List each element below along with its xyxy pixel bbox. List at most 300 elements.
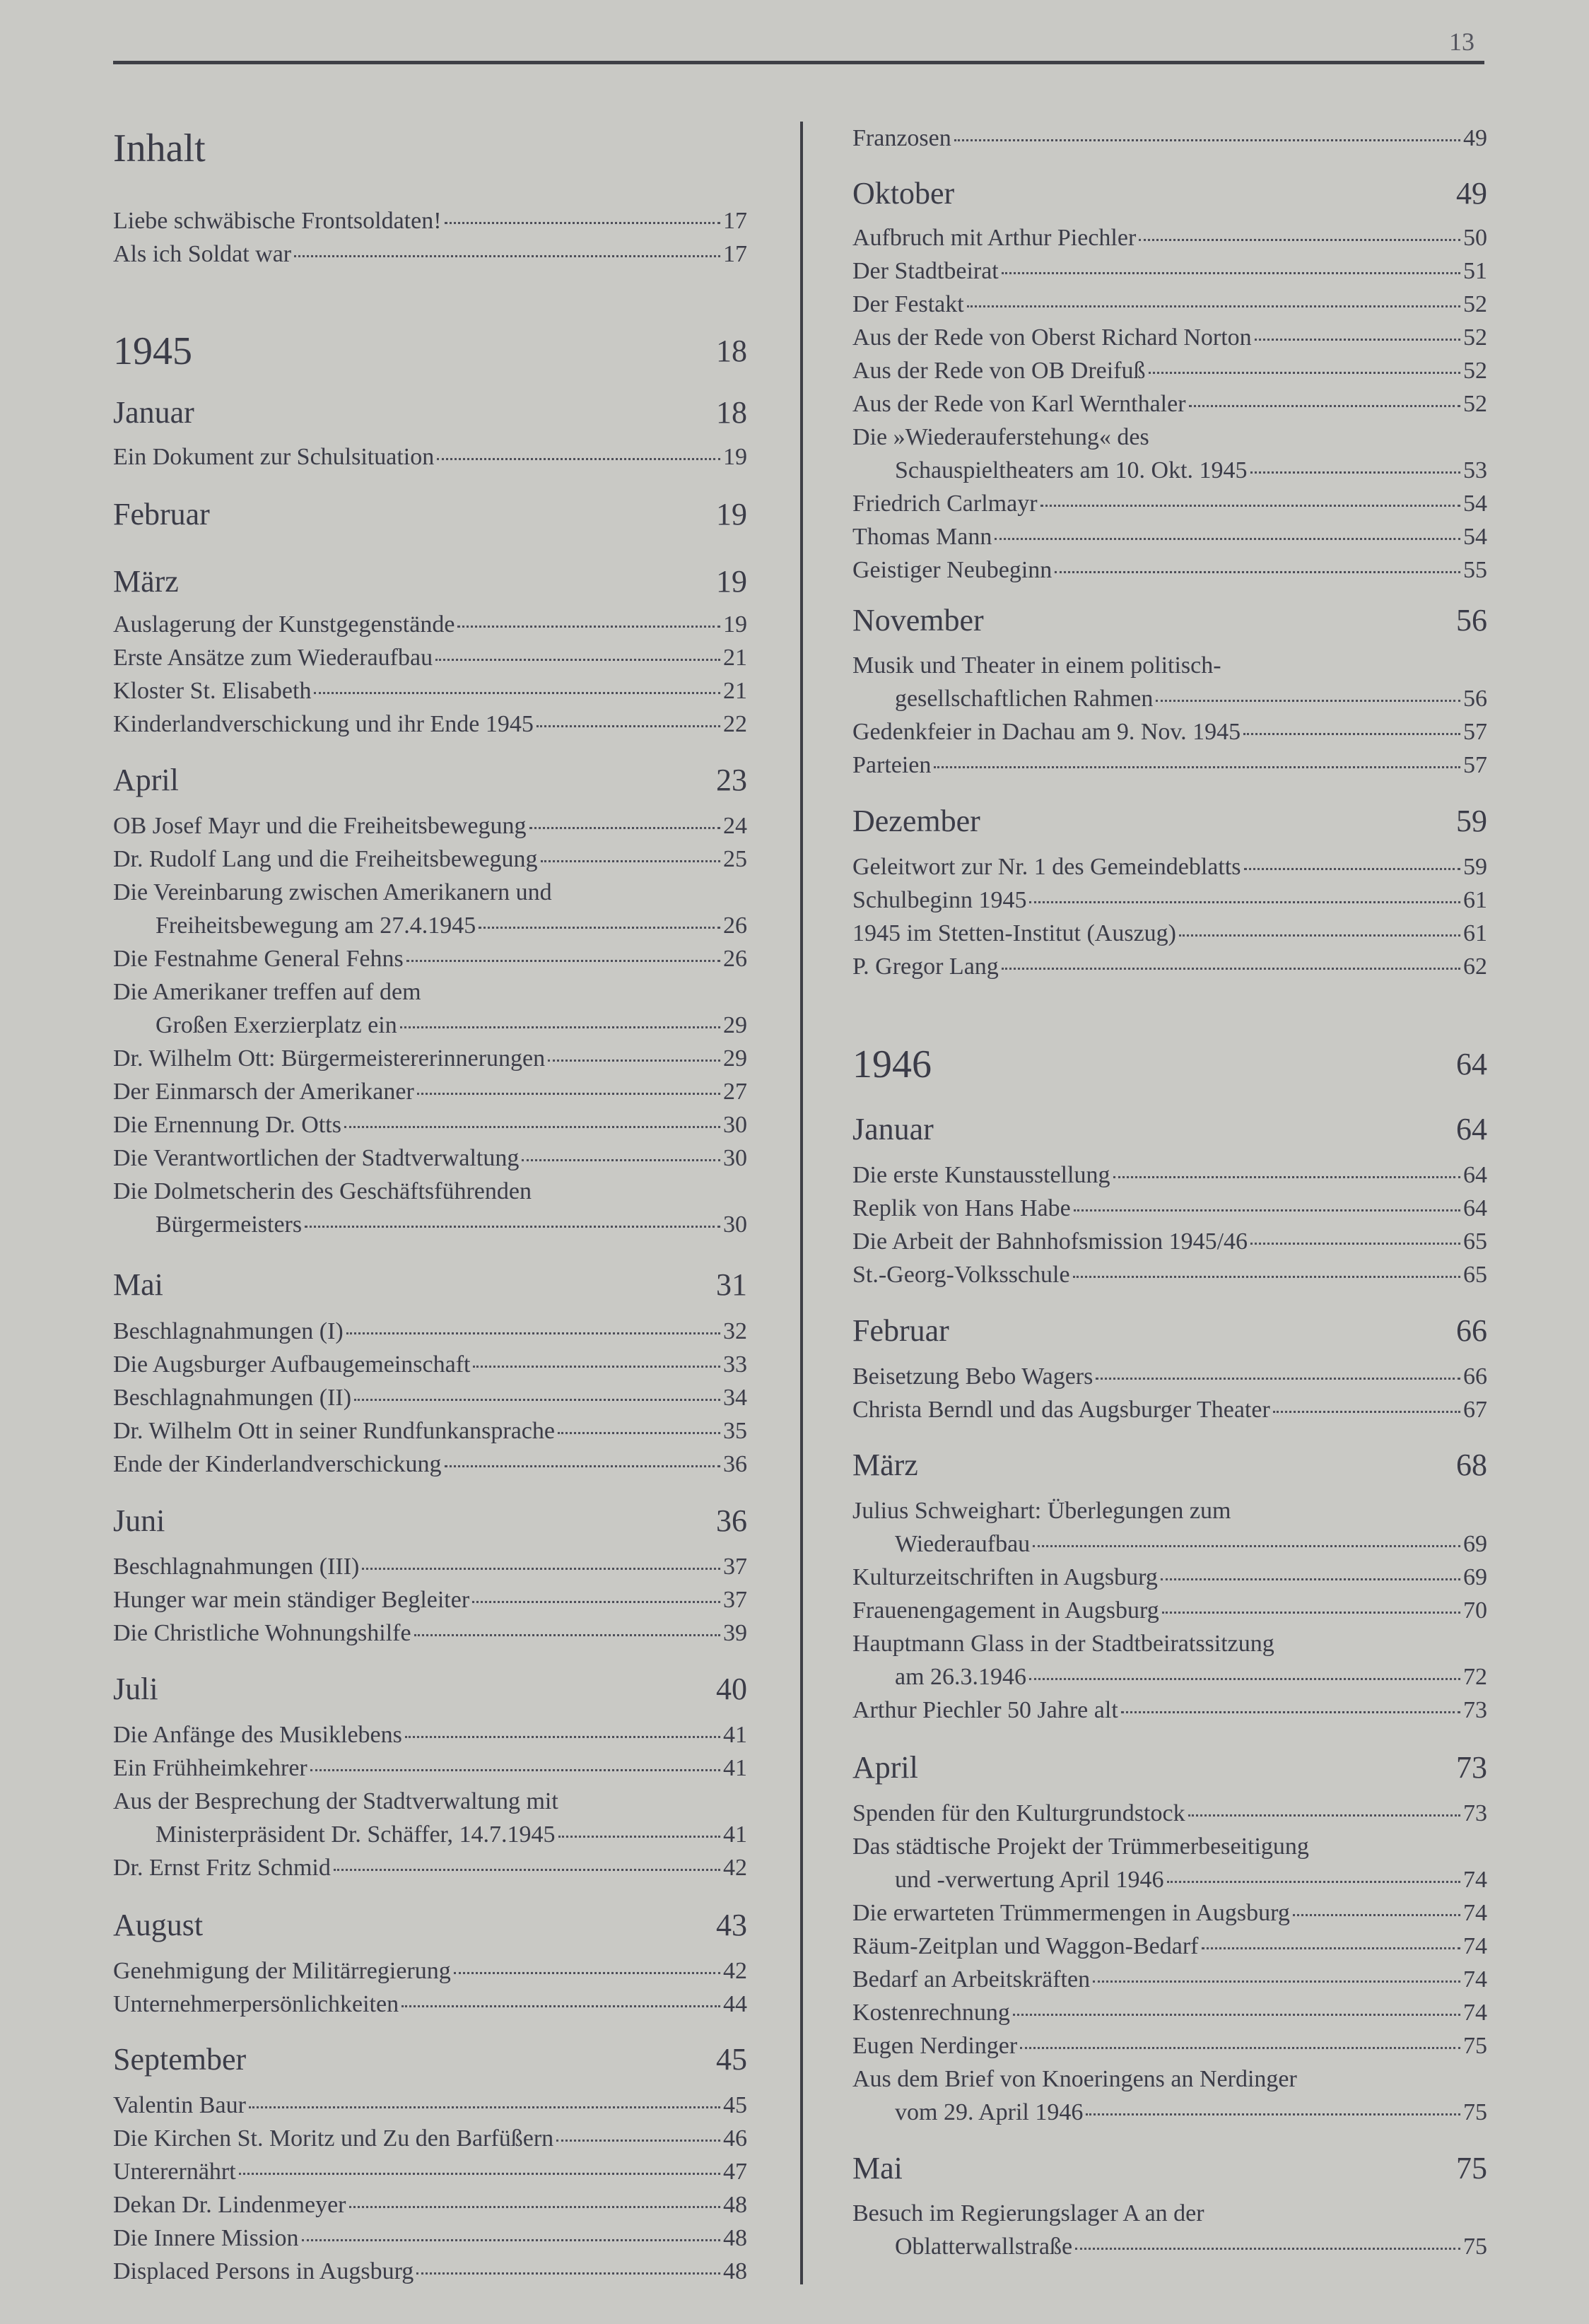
dot-leader: [1293, 1914, 1460, 1916]
contents-heading: Inhalt: [113, 127, 206, 170]
toc-entry-page: 48: [723, 2258, 747, 2284]
toc-entry[interactable]: [852, 221, 1487, 254]
dot-leader: [1161, 1578, 1460, 1580]
toc-entry-title: Unternehmerpersönlichkeiten: [113, 1991, 399, 2017]
month-heading: [852, 802, 1487, 841]
dot-leader: [401, 2005, 720, 2007]
toc-entry[interactable]: [113, 2188, 747, 2222]
toc-entry[interactable]: [113, 2155, 747, 2188]
dot-leader: [1156, 700, 1460, 702]
toc-entry[interactable]: [852, 749, 1487, 782]
dot-leader: [1149, 372, 1460, 374]
toc-entry-page: 57: [1463, 752, 1487, 778]
toc-entry-page: 41: [723, 1821, 747, 1848]
toc-entry[interactable]: [852, 2096, 1487, 2129]
toc-entry[interactable]: [852, 1694, 1487, 1727]
toc-entry[interactable]: [852, 354, 1487, 387]
toc-entry-page: 32: [723, 1318, 747, 1344]
toc-entry-title: Auslagerung der Kunstgegenstände: [113, 611, 455, 638]
month-label: April: [113, 763, 179, 797]
toc-entry-title: Die Verantwortlichen der Stadtverwaltung: [113, 1145, 520, 1171]
toc-entry-title: Dekan Dr. Lindenmeyer: [113, 2192, 346, 2218]
toc-entry-title: Beschlagnahmungen (III): [113, 1554, 360, 1580]
dot-leader: [406, 960, 720, 962]
month-heading: [113, 393, 747, 433]
toc-entry[interactable]: [852, 321, 1487, 354]
toc-entry[interactable]: [852, 950, 1487, 983]
toc-entry[interactable]: [852, 288, 1487, 321]
toc-entry-title: Aus der Rede von Oberst Richard Norton: [852, 324, 1252, 351]
toc-entry[interactable]: [113, 440, 747, 474]
toc-entry[interactable]: [852, 520, 1487, 553]
toc-entry-page: 52: [1463, 391, 1487, 417]
toc-entry[interactable]: [113, 1818, 747, 1851]
toc-entry-title: Die Anfänge des Musiklebens: [113, 1722, 402, 1748]
toc-entry-title: Schulbeginn 1945: [852, 887, 1027, 913]
toc-entry[interactable]: [113, 608, 747, 641]
toc-entry-page: 30: [723, 1112, 747, 1138]
toc-entry[interactable]: [852, 387, 1487, 421]
toc-entry-title: Spenden für den Kulturgrundstock: [852, 1800, 1185, 1826]
month-heading: [113, 761, 747, 800]
toc-entry-page: 17: [723, 208, 747, 234]
toc-entry-title: Valentin Baur: [113, 2092, 246, 2118]
month-page: 73: [1456, 1750, 1487, 1785]
toc-entry[interactable]: [113, 641, 747, 674]
month-heading: [113, 562, 747, 601]
toc-entry-title: Die »Wiederauferstehung« des: [852, 424, 1149, 450]
toc-entry[interactable]: [852, 1996, 1487, 2029]
month-heading: [852, 601, 1487, 640]
toc-entry[interactable]: [113, 1616, 747, 1650]
toc-entry-page: 65: [1463, 1228, 1487, 1255]
toc-entry[interactable]: [113, 1851, 747, 1884]
toc-entry-page: 30: [723, 1211, 747, 1238]
month-heading: [113, 1906, 747, 1945]
month-page: 23: [716, 763, 747, 797]
toc-entry-continuation: gesellschaftlichen Rahmen: [895, 686, 1154, 712]
dot-leader: [305, 1226, 720, 1228]
dot-leader: [1075, 2248, 1460, 2250]
toc-entry[interactable]: [113, 942, 747, 975]
toc-entry-page: 52: [1463, 291, 1487, 317]
dot-leader: [354, 1399, 720, 1401]
month-page: 68: [1456, 1448, 1487, 1482]
toc-entry[interactable]: [113, 1988, 747, 2021]
dot-leader: [454, 1972, 720, 1974]
toc-entry-title: Genehmigung der Militärregierung: [113, 1958, 451, 1984]
toc-entry[interactable]: [113, 708, 747, 741]
toc-entry-page: 26: [723, 912, 747, 939]
toc-entry[interactable]: [113, 2122, 747, 2155]
toc-entry-title: Dr. Wilhelm Ott in seiner Rundfunkansprache: [113, 1418, 555, 1444]
month-label: Juli: [113, 1672, 158, 1706]
month-heading: [113, 1669, 747, 1709]
toc-entry-continuation: Bürgermeisters: [156, 1211, 303, 1238]
toc-entry[interactable]: [113, 1583, 747, 1616]
toc-entry[interactable]: [113, 1009, 747, 1042]
toc-entry-title: Die Augsburger Aufbaugemeinschaft: [113, 1351, 471, 1378]
toc-entry[interactable]: [852, 1797, 1487, 1830]
month-label: Oktober: [852, 176, 955, 211]
toc-entry-title: Arthur Piechler 50 Jahre alt: [852, 1697, 1118, 1723]
month-label: Juni: [113, 1503, 165, 1538]
toc-entry[interactable]: [113, 2089, 747, 2122]
toc-entry[interactable]: [852, 1258, 1487, 1291]
toc-entry-title: Als ich Soldat war: [113, 241, 292, 267]
toc-entry-title: Geistiger Neubeginn: [852, 557, 1053, 583]
toc-entry-page: 64: [1463, 1195, 1487, 1221]
dot-leader: [1188, 1814, 1460, 1817]
toc-entry[interactable]: [113, 1751, 747, 1785]
toc-entry[interactable]: [113, 237, 747, 271]
dot-leader: [558, 1836, 720, 1838]
toc-entry[interactable]: [852, 1863, 1487, 1896]
dot-leader: [1020, 2047, 1460, 2049]
toc-entry-title: Unterernährt: [113, 2159, 236, 2185]
toc-entry-title: Gedenkfeier in Dachau am 9. Nov. 1945: [852, 719, 1241, 745]
page-number: 13: [1449, 28, 1474, 56]
toc-entry[interactable]: [113, 1108, 747, 1142]
toc-entry[interactable]: [852, 1360, 1487, 1393]
toc-entry[interactable]: [113, 1550, 747, 1583]
toc-entry-title: Friedrich Carlmayr: [852, 491, 1038, 517]
dot-leader: [1073, 1276, 1460, 1278]
dot-leader: [1255, 339, 1460, 341]
dot-leader: [548, 1060, 720, 1062]
toc-entry-title: St.-Georg-Volksschule: [852, 1262, 1070, 1288]
dot-leader: [1040, 505, 1460, 507]
toc-entry-continuation: Schauspieltheaters am 10. Okt. 1945: [895, 457, 1248, 483]
month-heading: [852, 1445, 1487, 1485]
month-label: August: [113, 1908, 204, 1942]
dot-leader: [1074, 1209, 1460, 1211]
toc-entry-page: 49: [1463, 125, 1487, 151]
toc-entry-page: 59: [1463, 854, 1487, 880]
toc-entry[interactable]: [852, 715, 1487, 749]
toc-entry[interactable]: [852, 1192, 1487, 1225]
dot-leader: [405, 1736, 720, 1738]
toc-entry[interactable]: [852, 487, 1487, 520]
dot-leader: [954, 139, 1460, 141]
toc-entry[interactable]: [852, 1225, 1487, 1258]
dot-leader: [472, 1601, 720, 1603]
toc-entry-title: Kulturzeitschriften in Augsburg: [852, 1564, 1158, 1590]
toc-entry-page: 69: [1463, 1564, 1487, 1590]
month-label: März: [852, 1448, 918, 1482]
toc-entry[interactable]: [852, 1963, 1487, 1996]
month-heading: [113, 2040, 747, 2079]
toc-entry[interactable]: [113, 204, 747, 237]
toc-entry-page: 25: [723, 846, 747, 872]
dot-leader: [1002, 968, 1460, 970]
toc-entry[interactable]: [852, 122, 1487, 155]
toc-entry-page: 54: [1463, 524, 1487, 550]
year-label: 1946: [852, 1043, 932, 1086]
toc-entry[interactable]: [113, 2255, 747, 2288]
toc-entry[interactable]: [852, 454, 1487, 487]
toc-entry-page: 54: [1463, 491, 1487, 517]
toc-entry-title: Dr. Rudolf Lang und die Freiheitsbewegung: [113, 846, 538, 872]
toc-entry-page: 42: [723, 1958, 747, 1984]
toc-entry-page: 52: [1463, 358, 1487, 384]
toc-entry-page: 46: [723, 2125, 747, 2152]
toc-entry-page: 57: [1463, 719, 1487, 745]
dot-leader: [967, 305, 1460, 307]
dot-leader: [558, 1432, 720, 1434]
month-heading: [852, 1311, 1487, 1351]
toc-entry[interactable]: [852, 884, 1487, 917]
dot-leader: [529, 827, 720, 829]
toc-entry-page: 67: [1463, 1397, 1487, 1423]
dot-leader: [310, 1769, 720, 1771]
toc-entry-page: 73: [1463, 1800, 1487, 1826]
toc-entry-title: Der Festakt: [852, 291, 964, 317]
dot-leader: [556, 2140, 720, 2142]
toc-entry-page: 24: [723, 813, 747, 839]
toc-entry-continuation: Wiederaufbau: [895, 1531, 1031, 1557]
toc-entry-title: Erste Ansätze zum Wiederaufbau: [113, 645, 433, 671]
toc-entry[interactable]: [113, 1208, 747, 1241]
toc-entry[interactable]: [852, 1930, 1487, 1963]
toc-entry-title: Displaced Persons in Augsburg: [113, 2258, 414, 2284]
toc-entry[interactable]: [852, 682, 1487, 715]
toc-entry-page: 73: [1463, 1697, 1487, 1723]
dot-leader: [1033, 1545, 1460, 1547]
toc-entry-page: 70: [1463, 1597, 1487, 1624]
toc-entry-page: 55: [1463, 557, 1487, 583]
toc-entry-title: Beisetzung Bebo Wagers: [852, 1363, 1093, 1390]
toc-entry-page: 42: [723, 1855, 747, 1881]
toc-entry-page: 74: [1463, 2000, 1487, 2026]
toc-entry[interactable]: [113, 1954, 747, 1988]
toc-entry[interactable]: [852, 2230, 1487, 2263]
month-heading: [113, 495, 747, 534]
dot-leader: [445, 1465, 721, 1467]
toc-entry-title: Die erwarteten Trümmermengen in Augsburg: [852, 1900, 1290, 1926]
toc-entry-title: Kinderlandverschickung und ihr Ende 1945: [113, 711, 534, 737]
toc-entry-title: Besuch im Regierungslager A an der: [852, 2200, 1204, 2226]
toc-entry-page: 69: [1463, 1531, 1487, 1557]
dot-leader: [1250, 471, 1460, 474]
toc-entry-page: 29: [723, 1012, 747, 1038]
toc-entry[interactable]: [113, 1142, 747, 1175]
dot-leader: [1121, 1711, 1460, 1713]
month-label: Dezember: [852, 804, 980, 838]
toc-entry-page: 48: [723, 2192, 747, 2218]
toc-entry-title: Liebe schwäbische Frontsoldaten!: [113, 208, 442, 234]
toc-entry-page: 51: [1463, 258, 1487, 284]
toc-entry-page: 33: [723, 1351, 747, 1378]
toc-entry[interactable]: [113, 809, 747, 843]
dot-leader: [1029, 901, 1460, 903]
dot-leader: [1055, 571, 1460, 573]
toc-entry-title: Aufbruch mit Arthur Piechler: [852, 225, 1137, 251]
month-heading: [852, 2149, 1487, 2188]
toc-entry[interactable]: [113, 843, 747, 876]
month-heading: [113, 1501, 747, 1541]
toc-entry[interactable]: [852, 1561, 1487, 1594]
toc-entry-title: Hauptmann Glass in der Stadtbeiratssitzung: [852, 1631, 1274, 1657]
dot-leader: [445, 222, 720, 224]
dot-leader: [522, 1159, 720, 1161]
toc-entry-title: Die Amerikaner treffen auf dem: [113, 979, 421, 1005]
toc-entry[interactable]: [852, 254, 1487, 288]
toc-entry-page: 30: [723, 1145, 747, 1171]
dot-leader: [995, 538, 1460, 540]
toc-entry-title: Thomas Mann: [852, 524, 992, 550]
toc-entry[interactable]: [852, 553, 1487, 587]
toc-entry-title: Aus der Rede von OB Dreifuß: [852, 358, 1146, 384]
month-page: 19: [716, 497, 747, 532]
toc-entry-page: 75: [1463, 2033, 1487, 2059]
dot-leader: [1162, 1612, 1460, 1614]
toc-entry[interactable]: [113, 1414, 747, 1448]
toc-entry[interactable]: [852, 2029, 1487, 2062]
dot-leader: [334, 1869, 720, 1871]
toc-entry-page: 62: [1463, 953, 1487, 980]
toc-entry[interactable]: [113, 1315, 747, 1348]
month-heading: [852, 1110, 1487, 1149]
toc-entry-title: Replik von Hans Habe: [852, 1195, 1071, 1221]
dot-leader: [414, 1634, 720, 1636]
toc-entry-page: 75: [1463, 2099, 1487, 2125]
month-heading: [852, 174, 1487, 213]
dot-leader: [1244, 868, 1460, 870]
toc-entry-continuation: Großen Exerzierplatz ein: [156, 1012, 397, 1038]
toc-entry-page: 74: [1463, 1867, 1487, 1893]
toc-entry[interactable]: [113, 1348, 747, 1381]
toc-entry-page: 56: [1463, 686, 1487, 712]
toc-entry-page: 74: [1463, 1966, 1487, 1993]
toc-entry[interactable]: [852, 1393, 1487, 1426]
toc-entry[interactable]: [113, 1448, 747, 1481]
toc-entry-title: Die Christliche Wohnungshilfe: [113, 1620, 411, 1646]
month-label: April: [852, 1750, 918, 1785]
toc-entry-page: 45: [723, 2092, 747, 2118]
toc-entry-continuation: am 26.3.1946: [895, 1664, 1027, 1690]
toc-entry-page: 48: [723, 2225, 747, 2251]
month-page: 64: [1456, 1112, 1487, 1146]
toc-entry-title: Franzosen: [852, 125, 951, 151]
toc-entry[interactable]: [113, 1718, 747, 1751]
dot-leader: [239, 2173, 720, 2175]
toc-entry-page: 74: [1463, 1900, 1487, 1926]
toc-entry-title: Musik und Theater in einem politisch-: [852, 652, 1221, 679]
toc-entry[interactable]: [113, 909, 747, 942]
toc-entry-page: 34: [723, 1385, 747, 1411]
toc-entry-title: Räum-Zeitplan und Waggon-Bedarf: [852, 1933, 1199, 1959]
toc-entry-title: P. Gregor Lang: [852, 953, 999, 980]
dot-leader: [314, 692, 720, 694]
toc-entry-page: 27: [723, 1079, 747, 1105]
toc-entry-title: Bedarf an Arbeitskräften: [852, 1966, 1091, 1993]
month-page: 31: [716, 1267, 747, 1302]
toc-entry-page: 47: [723, 2159, 747, 2185]
dot-leader: [249, 2106, 720, 2108]
dot-leader: [473, 1366, 720, 1368]
toc-entry[interactable]: [113, 674, 747, 708]
toc-entry[interactable]: [852, 1594, 1487, 1627]
month-label: November: [852, 603, 984, 638]
toc-entry-title: Die Arbeit der Bahnhofsmission 1945/46: [852, 1228, 1248, 1255]
toc-entry[interactable]: [852, 1660, 1487, 1694]
column-divider: [800, 122, 803, 2284]
toc-entry[interactable]: [852, 1527, 1487, 1561]
toc-entry-page: 50: [1463, 225, 1487, 251]
toc-entry-title: Eugen Nerdinger: [852, 2033, 1018, 2059]
dot-leader: [1029, 1678, 1460, 1680]
toc-entry-title: Kostenrechnung: [852, 2000, 1010, 2026]
toc-entry-title: Hunger war mein ständiger Begleiter: [113, 1587, 470, 1613]
dot-leader: [294, 255, 720, 257]
year-heading: [852, 1042, 1487, 1087]
toc-entry-page: 41: [723, 1755, 747, 1781]
header-rule: [113, 61, 1484, 64]
dot-leader: [346, 1332, 720, 1334]
toc-entry-page: 17: [723, 241, 747, 267]
toc-entry-title: Die Innere Mission: [113, 2225, 299, 2251]
dot-leader: [417, 1093, 720, 1095]
toc-entry[interactable]: [113, 1075, 747, 1108]
month-label: September: [113, 2042, 247, 2077]
dot-leader: [536, 725, 720, 727]
toc-entry-title: Die erste Kunstausstellung: [852, 1162, 1110, 1188]
toc-entry-title: Dr. Wilhelm Ott: Bürgermeistererinnerungen: [113, 1045, 546, 1072]
toc-entry[interactable]: [852, 1896, 1487, 1930]
toc-entry[interactable]: [852, 850, 1487, 884]
toc-entry[interactable]: [113, 1381, 747, 1414]
toc-entry-continuation: vom 29. April 1946: [895, 2099, 1084, 2125]
month-label: Februar: [113, 497, 210, 532]
toc-entry-title: Die Kirchen St. Moritz und Zu den Barfüßern: [113, 2125, 554, 2152]
toc-entry-title: Parteien: [852, 752, 932, 778]
toc-entry-page: 26: [723, 946, 747, 972]
toc-entry-title: Ende der Kinderlandverschickung: [113, 1451, 442, 1477]
toc-entry-page: 66: [1463, 1363, 1487, 1390]
year-page: 18: [716, 334, 747, 368]
toc-entry-page: 29: [723, 1045, 747, 1072]
toc-entry-title: Aus der Besprechung der Stadtverwaltung mit: [113, 1788, 558, 1814]
dot-leader: [1167, 1881, 1460, 1883]
toc-entry[interactable]: [852, 917, 1487, 950]
toc-entry-page: 19: [723, 444, 747, 470]
toc-entry[interactable]: [852, 1158, 1487, 1192]
toc-entry-title: Beschlagnahmungen (I): [113, 1318, 344, 1344]
month-label: März: [113, 564, 179, 599]
toc-entry-page: 52: [1463, 324, 1487, 351]
toc-entry-title: Kloster St. Elisabeth: [113, 678, 312, 704]
month-page: 40: [716, 1672, 747, 1706]
toc-entry[interactable]: [113, 2222, 747, 2255]
dot-leader: [541, 860, 720, 862]
toc-entry-continuation: Oblatterwallstraße: [895, 2234, 1073, 2260]
dot-leader: [1096, 1378, 1460, 1380]
toc-entry-title: Ein Dokument zur Schulsituation: [113, 444, 435, 470]
month-page: 45: [716, 2042, 747, 2077]
toc-entry-page: 64: [1463, 1162, 1487, 1188]
toc-entry-page: 41: [723, 1722, 747, 1748]
month-heading: [852, 1748, 1487, 1788]
month-page: 18: [716, 395, 747, 430]
dot-leader: [479, 927, 720, 929]
month-label: Januar: [852, 1112, 934, 1146]
month-label: Februar: [852, 1313, 949, 1348]
toc-entry[interactable]: [113, 1042, 747, 1075]
dot-leader: [1189, 405, 1460, 407]
toc-entry-page: 36: [723, 1451, 747, 1477]
toc-entry-page: 75: [1463, 2234, 1487, 2260]
